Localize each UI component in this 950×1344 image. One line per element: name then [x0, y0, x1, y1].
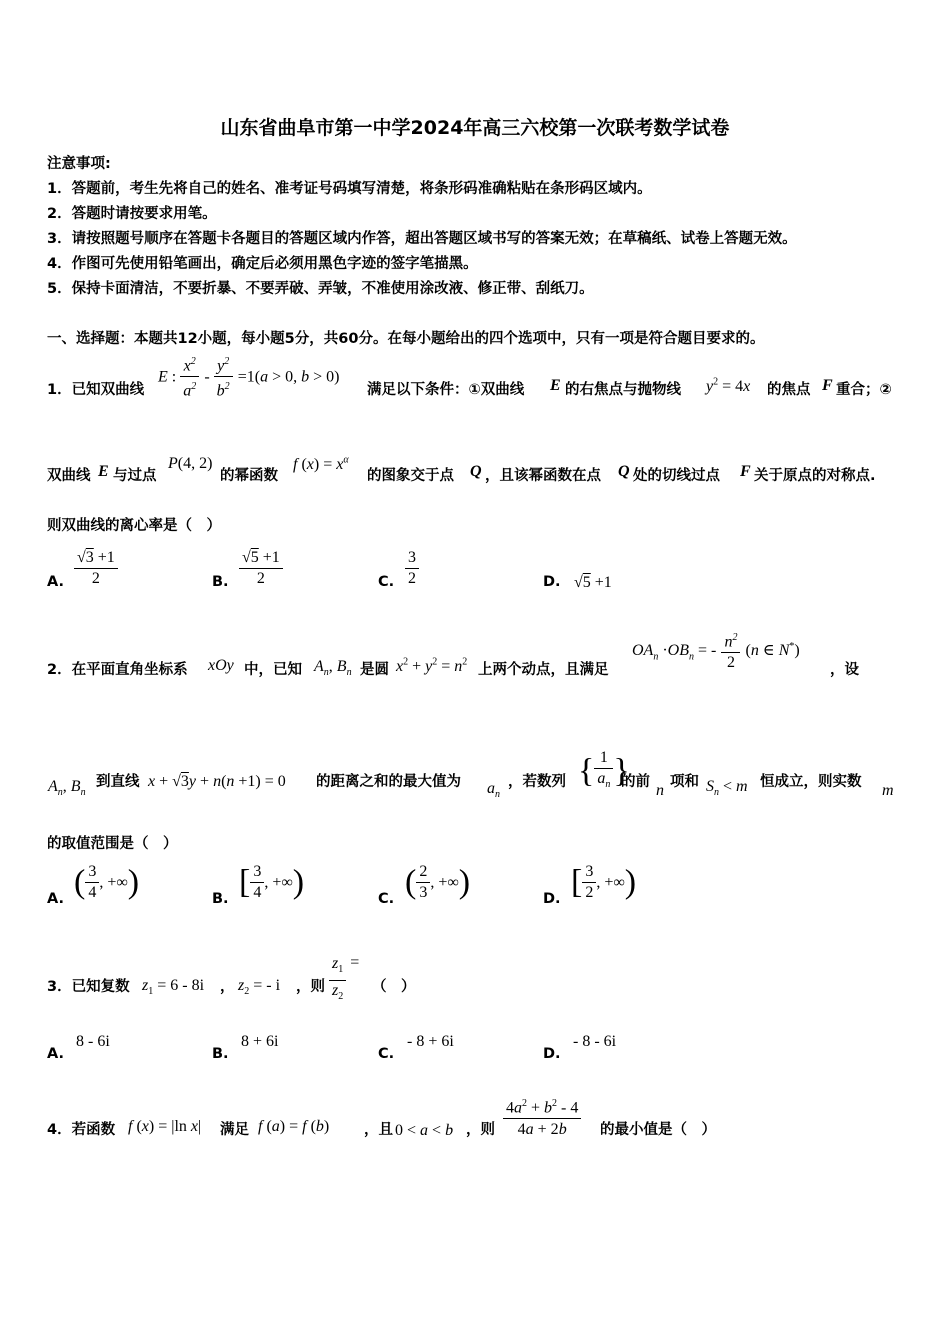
q2-text: 中，已知 — [244, 662, 302, 678]
q2-text: 上两个动点，且满足 — [478, 662, 609, 678]
q1-text: 的幂函数 — [220, 468, 278, 484]
q1-Q: Q — [618, 463, 630, 480]
notice-item: 1．答题前，考生先将自己的姓名、准考证号码填写清楚，将条形码准确粘贴在条形码区域内。 — [47, 181, 652, 197]
q2-text: ，若数列 — [508, 774, 566, 790]
q2-m: m — [882, 782, 894, 799]
option-d: D. — [543, 574, 561, 590]
q2-xOy: xOy — [208, 657, 234, 674]
q2-text: ，设 — [830, 662, 859, 678]
notice-item: 2．答题时请按要求用笔。 — [47, 206, 217, 222]
q1-text: 双曲线 — [47, 468, 91, 484]
option-d: D. — [543, 891, 561, 907]
q1-text: 的右焦点与抛物线 — [565, 382, 681, 398]
hyperbola-equation: E : $\frac{x^2}{a^2}$ - $\frac{y^2}{b^2}$ =1(a > 0, b > 0) — [158, 352, 340, 402]
q2-text: 恒成立，则实数 — [760, 774, 862, 790]
function-definition: f (x) = |ln x| — [128, 1118, 202, 1135]
page-title: 山东省曲阜市第一中学2024年高三六校第一次联考数学试卷 — [220, 117, 730, 139]
q4-text: 的最小值是（ ） — [600, 1122, 716, 1138]
parabola-equation: $y^2 = 4x$ — [706, 376, 751, 395]
q2-n: n — [656, 782, 664, 799]
option-c-value: ( $\frac{2}{3}$ , +∞) — [405, 863, 471, 901]
q2-text: 项和 — [670, 774, 699, 790]
q1-E: E — [98, 463, 109, 480]
option-a: A. — [47, 1046, 64, 1062]
q4-text: 满足 — [220, 1122, 249, 1138]
option-c: C. — [378, 574, 395, 590]
function-equality: f (a) = f (b) — [258, 1118, 330, 1135]
q4-text: ，则 — [466, 1122, 495, 1138]
option-a-value: $\frac{√3 +1}{2}$ — [74, 548, 118, 589]
inequality: 0 < a < b — [395, 1122, 454, 1139]
notice-item: 4．作图可先使用铅笔画出，确定后必须用黑色字迹的签字笔描黑。 — [47, 256, 478, 272]
q1-text: 的焦点 — [767, 382, 811, 398]
q2-text: 是圆 — [360, 662, 389, 678]
sum-condition: $S_n < m$ — [706, 778, 748, 799]
z1-definition: $z_1 = 6 - 8i$ — [142, 977, 205, 998]
notice-item: 5．保持卡面清洁，不要折暴、不要弄破、弄皱，不准使用涂改液、修正带、刮纸刀。 — [47, 281, 594, 297]
line-equation: x + √3y + n(n +1) = 0 — [148, 773, 286, 790]
power-function: f $(x) = x^\alpha$ — [293, 454, 349, 473]
option-a: A. — [47, 891, 64, 907]
q1-F: F — [740, 463, 751, 480]
q2-text: 的前 — [621, 774, 650, 790]
q1-F: F — [822, 377, 833, 394]
q2-an: $a_n$ — [487, 780, 500, 801]
q1-text: 关于原点的对称点. — [754, 468, 876, 484]
option-b: B. — [212, 574, 229, 590]
q1-text: ，且该幂函数在点 — [485, 468, 601, 484]
option-d-value: - 8 - 6i — [573, 1033, 617, 1050]
q1-text: 则双曲线的离心率是（ ） — [47, 518, 221, 534]
option-c-value: - 8 + 6i — [407, 1033, 454, 1050]
circle-equation: $x^2 + y^2 = n^2$ — [396, 656, 468, 675]
q1-text: 与过点 — [113, 468, 157, 484]
q1-text: 的图象交于点 — [367, 468, 454, 484]
q1-Q: Q — [470, 463, 482, 480]
target-expression: $\frac{4a^2 + b^2 - 4}{4a + 2b}$ — [503, 1094, 581, 1140]
q2-text: 的取值范围是（ ） — [47, 836, 178, 852]
sequence-reciprocal: { $\frac{1}{a_n}$ } — [578, 749, 630, 791]
q3-text: ， — [220, 979, 235, 995]
question-4-number: 4．若函数 — [47, 1122, 116, 1138]
option-a-value: 8 - 6i — [76, 1033, 110, 1050]
point-P: P(4, 2) — [168, 455, 213, 472]
option-b: B. — [212, 1046, 229, 1062]
q2-points: $A_n$, $B_n$ — [314, 658, 352, 679]
q1-text: 满足以下条件：①双曲线 — [367, 382, 525, 398]
q1-E: E — [550, 377, 561, 394]
z2-definition: $z_2$ = - i — [238, 977, 281, 998]
q1-text: 处的切线过点 — [633, 468, 720, 484]
q4-text: ，且 — [364, 1122, 393, 1138]
option-a-value: ( $\frac{3}{4}$ , +∞) — [74, 863, 140, 901]
notice-heading: 注意事项: — [47, 156, 111, 172]
q2-text: 到直线 — [96, 774, 140, 790]
question-1-number: 1．已知双曲线 — [47, 382, 145, 398]
option-b-value: [ $\frac{3}{4}$ , +∞) — [239, 863, 305, 901]
option-a: A. — [47, 574, 64, 590]
option-d: D. — [543, 1046, 561, 1062]
q2-text: 的距离之和的最大值为 — [316, 774, 461, 790]
notice-item: 3．请按照题号顺序在答题卡各题目的答题区域内作答，超出答题区域书写的答案无效；在草稿纸、试卷上答题无效。 — [47, 231, 797, 247]
option-b: B. — [212, 891, 229, 907]
q3-text: （ ） — [372, 979, 416, 995]
q2-points: $A_n$, $B_n$ — [48, 778, 86, 799]
vector-condition: $OA_n \cdot OB_n$ = - $\frac{n^2}{2}$ (n ∈ N*) — [632, 628, 800, 673]
section-heading: 一、选择题：本题共12小题，每小题5分，共60分。在每小题给出的四个选项中，只有一项是符合题目要求的。 — [47, 331, 765, 347]
question-2-number: 2．在平面直角坐标系 — [47, 662, 188, 678]
option-d-value: √5 +1 — [574, 574, 612, 591]
option-c: C. — [378, 891, 395, 907]
option-b-value: $\frac{√5 +1}{2}$ — [239, 548, 283, 589]
option-c: C. — [378, 1046, 395, 1062]
q1-text: 重合；② — [836, 382, 892, 398]
option-d-value: [ $\frac{3}{2}$ , +∞) — [571, 863, 637, 901]
q3-text: ，则 — [296, 979, 325, 995]
z-ratio: $\frac{z_1}{z_2}$ = — [329, 954, 359, 1007]
option-c-value: $\frac{3}{2}$ — [405, 548, 419, 589]
option-b-value: 8 + 6i — [241, 1033, 279, 1050]
question-3-number: 3．已知复数 — [47, 979, 130, 995]
